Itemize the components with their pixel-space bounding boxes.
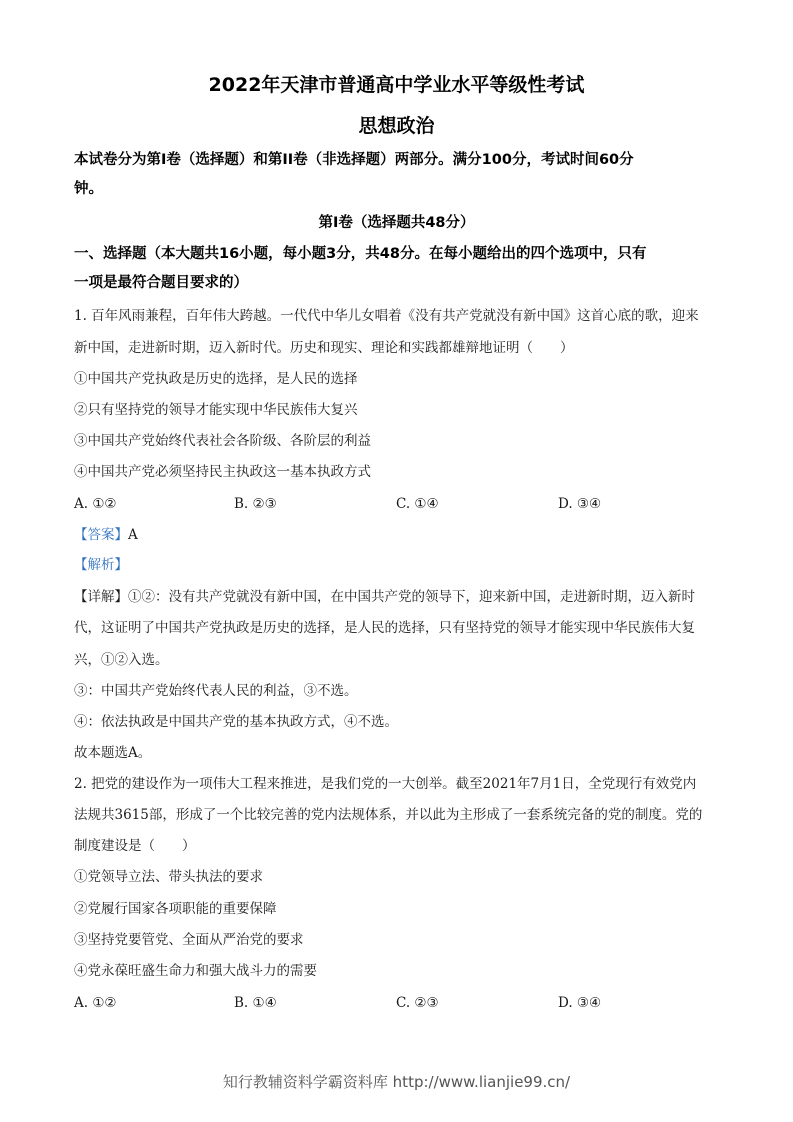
q2-statement-1: ①党领导立法、带头执法的要求	[74, 869, 263, 885]
q2-option-b: B. ①④	[234, 995, 277, 1011]
q1-stem-line-1: 1. 百年风雨兼程，百年伟大跨越。一代代中华儿女唱着《没有共产党就没有新中国》这首心底的歌，迎来	[74, 308, 699, 324]
answer-tag: 【答案】	[74, 527, 128, 543]
q1-statement-2: ②只有坚持党的领导才能实现中华民族伟大复兴	[74, 402, 358, 418]
subject-title: 思想政治	[358, 115, 435, 137]
q1-option-d: D. ③④	[558, 496, 602, 512]
intro-line-2: 钟。	[74, 181, 103, 197]
q1-detail-line-5: ④：依法执政是中国共产党的基本执政方式，④不选。	[74, 714, 398, 730]
answer-value: A	[128, 527, 138, 543]
q2-statement-4: ④党永葆旺盛生命力和强大战斗力的需要	[74, 963, 317, 979]
q1-answer	[74, 525, 138, 545]
q1-statement-4: ④中国共产党必须坚持民主执政这一基本执政方式	[74, 464, 371, 480]
q2-option-d: D. ③④	[558, 995, 602, 1011]
q1-option-b: B. ②③	[234, 496, 277, 512]
q1-detail-line-1: 【详解】①②：没有共产党就没有新中国，在中国共产党的领导下，迎来新中国，走进新时期，迈入新时	[74, 589, 695, 605]
q1-stem-line-2: 新中国，走进新时期，迈入新时代。历史和现实、理论和实践都雄辩地证明（ ）	[74, 340, 574, 356]
exam-title: 2022年天津市普通高中学业水平等级性考试	[208, 74, 585, 96]
q1-statement-1: ①中国共产党执政是历史的选择，是人民的选择	[74, 371, 358, 387]
q2-stem-line-1: 2. 把党的建设作为一项伟大工程来推进，是我们党的一大创举。截至2021年7月1日，全党现行有效党内	[74, 776, 697, 792]
intro-line-1: 本试卷分为第Ⅰ卷（选择题）和第II卷（非选择题）两部分。满分100分，考试时间60分	[74, 152, 634, 168]
q2-stem-line-3: 制度建设是（ ）	[74, 838, 196, 854]
q1-detail-line-3: 兴，①②入选。	[74, 652, 169, 668]
analysis-tag: 【解析】	[74, 557, 128, 573]
q2-statement-2: ②党履行国家各项职能的重要保障	[74, 901, 277, 917]
section-instruction-line-2: 一项是最符合题目要求的）	[74, 275, 248, 291]
section-instruction-line-1: 一、选择题（本大题共16小题，每小题3分，共48分。在每小题给出的四个选项中，只有	[74, 246, 647, 262]
q1-option-a: A. ①②	[74, 496, 117, 512]
q2-option-c: C. ②③	[396, 995, 439, 1011]
q1-conclusion: 故本题选A。	[74, 745, 152, 761]
q2-stem-line-2: 法规共3615部，形成了一个比较完善的党内法规体系，并以此为主形成了一套系统完备的党的制度。党的	[74, 807, 703, 823]
q1-statement-3: ③中国共产党始终代表社会各阶级、各阶层的利益	[74, 433, 371, 449]
footer-watermark: 知行教辅资料学霸资料库 http://www.lianjie99.cn/	[222, 1073, 571, 1091]
q2-statement-3: ③坚持党要管党、全面从严治党的要求	[74, 932, 304, 948]
q2-option-a: A. ①②	[74, 995, 117, 1011]
q1-option-c: C. ①④	[396, 496, 439, 512]
q1-detail-line-2: 代，这证明了中国共产党执政是历史的选择，是人民的选择，只有坚持党的领导才能实现中华民族伟大复	[74, 620, 695, 636]
q1-detail-line-4: ③：中国共产党始终代表人民的利益，③不选。	[74, 683, 358, 699]
section-heading: 第Ⅰ卷（选择题共48分）	[318, 215, 475, 231]
